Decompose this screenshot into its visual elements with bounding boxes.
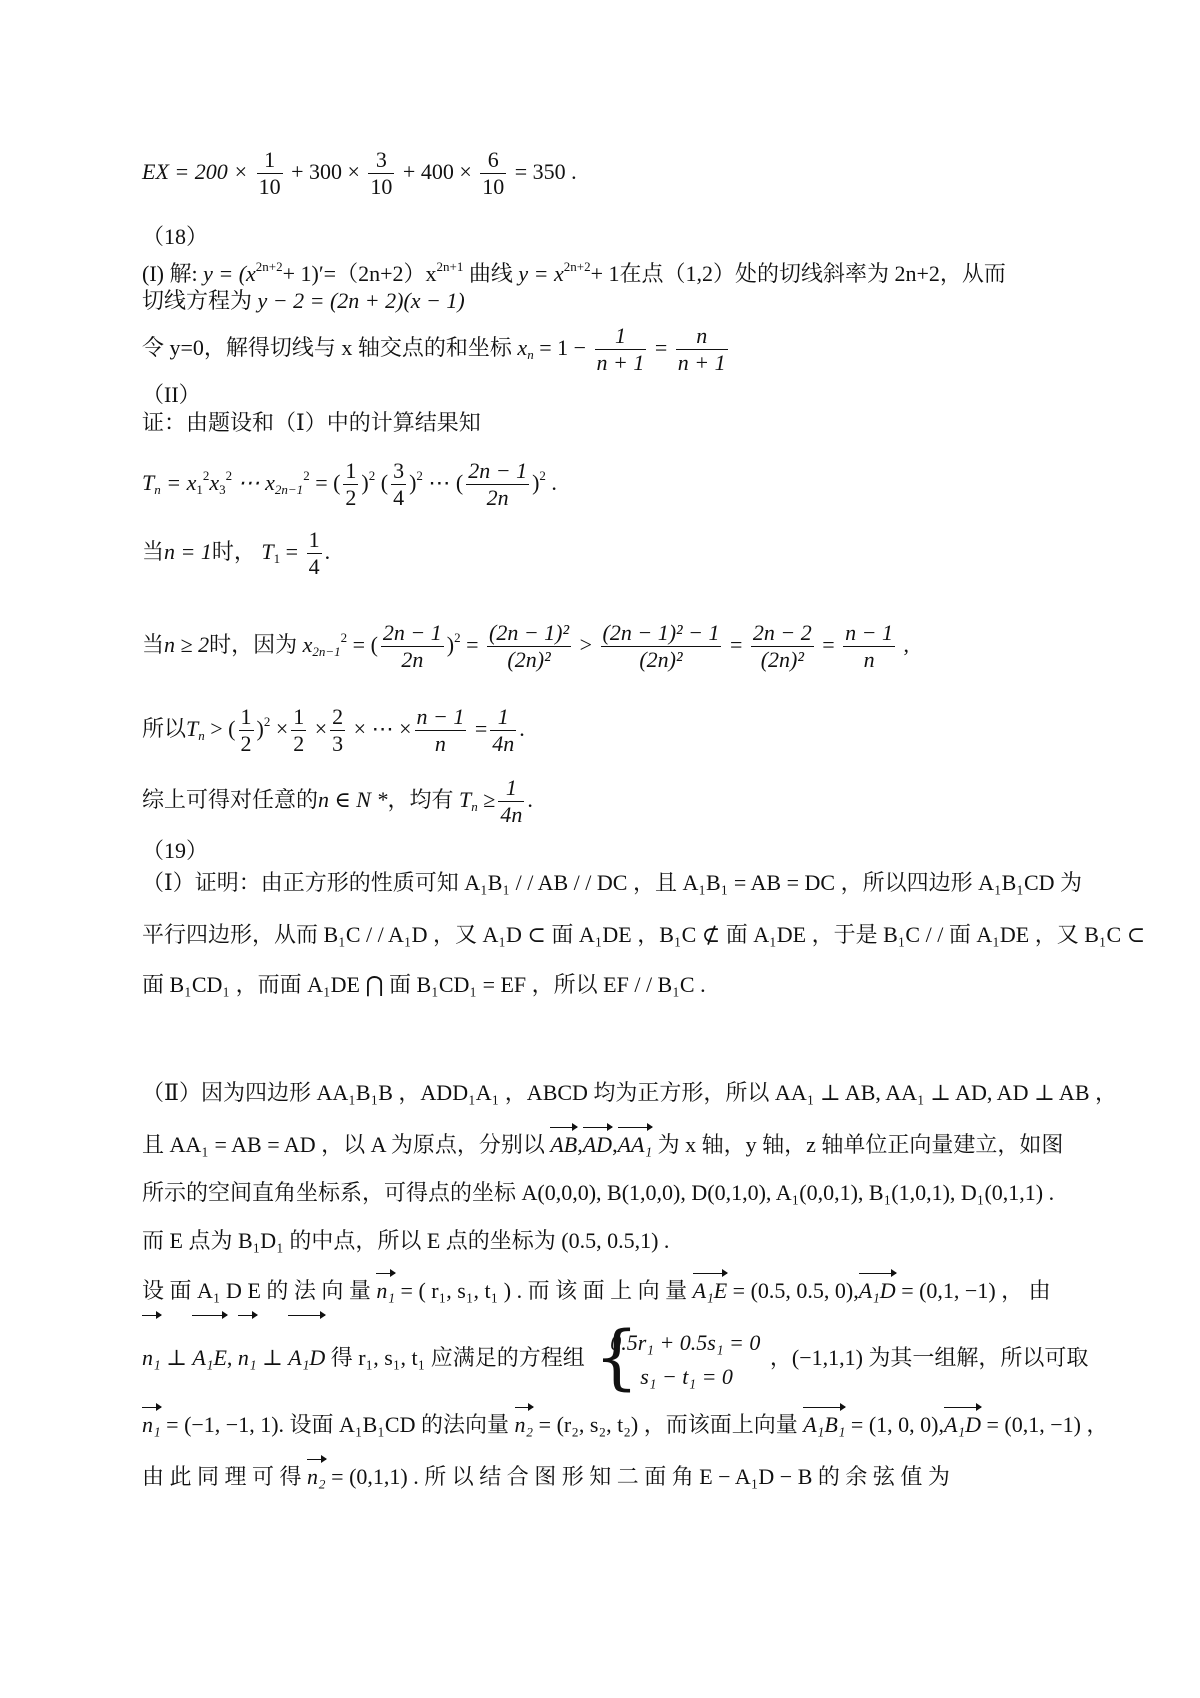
- vector-a1d: A₁D: [944, 1410, 981, 1440]
- math: ): [361, 470, 369, 495]
- numerator: 1: [490, 704, 516, 731]
- part-label: (I) 解:: [142, 261, 198, 286]
- text: ，(−1,1,1) 为其一组解，所以可取: [769, 1345, 1089, 1370]
- math: T: [459, 787, 472, 812]
- text: = (0,1, −1) ，: [986, 1412, 1109, 1437]
- denominator: (2n)²: [507, 647, 551, 673]
- denominator: 4n: [492, 731, 515, 757]
- perp: ⊥: [262, 1345, 283, 1370]
- fraction: [595, 323, 647, 376]
- equation-2: s₁ − t₁ = 0: [640, 1363, 733, 1389]
- text: 曲线: [468, 261, 513, 286]
- math: ≥: [483, 787, 496, 812]
- denominator: n: [863, 647, 875, 673]
- ex-result: = 350 .: [514, 159, 577, 184]
- text: 所以: [142, 716, 187, 741]
- text: = (0,1, −1) ， 由: [901, 1278, 1051, 1303]
- vector-ab: AB: [550, 1130, 577, 1160]
- vector-n2: n₂: [307, 1462, 326, 1492]
- therefore-line: [142, 692, 1082, 766]
- vector-a1d: A₁D: [859, 1276, 896, 1306]
- fraction: [466, 458, 529, 511]
- math: .: [527, 787, 533, 812]
- math: = x: [166, 470, 197, 495]
- math: =: [654, 335, 668, 360]
- math: T: [186, 716, 199, 741]
- math: ×: [275, 716, 289, 741]
- vector-a1e: A₁E: [192, 1318, 227, 1398]
- math: =: [822, 632, 835, 657]
- exponent: 2: [225, 468, 233, 483]
- numerator: (2n − 1)² − 1: [602, 620, 720, 646]
- text: = ( r₁, s₁, t₁ ) . 而 该 面 上 向 量: [400, 1278, 688, 1303]
- text: 综上可得对任意的: [142, 787, 319, 812]
- fraction: [239, 704, 254, 757]
- math: (: [380, 470, 389, 495]
- subscript: 1: [196, 482, 203, 497]
- math: + 1)′=（2n+2）x: [282, 261, 437, 286]
- math: = (: [352, 632, 378, 657]
- numerator: 3: [368, 147, 394, 174]
- text: 得 r₁, s₁, t₁ 应满足的方程组: [330, 1345, 585, 1370]
- fraction: [307, 527, 322, 580]
- text: = (0.5, 0.5, 0),: [732, 1278, 859, 1303]
- math: .: [551, 470, 557, 495]
- math: .: [324, 539, 331, 564]
- problem-18-line-3: [142, 318, 1082, 385]
- comma: ,: [612, 1132, 618, 1157]
- math: ): [409, 470, 417, 495]
- exponent: 2: [416, 468, 423, 483]
- numerator: 2n − 2: [752, 620, 812, 646]
- fraction: [415, 704, 467, 757]
- problem-19-part2-line-5: [142, 1276, 1082, 1306]
- fraction: [330, 704, 345, 757]
- math: x: [209, 470, 220, 495]
- ex-lhs: EX = 200 ×: [142, 159, 249, 184]
- subscript: n: [154, 482, 161, 497]
- text: 且 AA₁ = AB = AD ，以 A 为原点，分别以: [142, 1132, 545, 1157]
- vector-n1: n₁: [238, 1318, 257, 1398]
- math: T: [261, 539, 274, 564]
- tangent-equation: y − 2 = (2n + 2)(x − 1): [257, 288, 465, 313]
- exponent: 2: [303, 468, 310, 483]
- numerator: 1: [293, 704, 305, 730]
- problem-18-line-2: [142, 286, 1082, 316]
- denominator: 4n: [500, 802, 523, 828]
- subscript: n: [471, 799, 478, 814]
- comma: ,: [226, 1345, 233, 1370]
- math: ⋯ x: [237, 470, 275, 495]
- text: = (r₂, s₂, t₂) ，而该面上向量: [538, 1412, 798, 1437]
- vector-aa1: AA₁: [618, 1130, 653, 1160]
- denominator: (2n)²: [639, 647, 683, 673]
- brace: {: [594, 1315, 639, 1398]
- text: ，均有: [387, 787, 454, 812]
- math: =: [729, 632, 743, 657]
- exponent: 2n+2: [255, 259, 283, 274]
- math: ): [256, 716, 264, 741]
- fraction: [498, 775, 524, 828]
- numerator: 1: [345, 458, 357, 484]
- subscript: 2n−1: [274, 482, 304, 497]
- denominator: n + 1: [677, 350, 726, 376]
- text: 由 此 同 理 可 得: [142, 1464, 302, 1489]
- fraction: [291, 704, 306, 757]
- numerator: 1: [498, 775, 524, 802]
- numerator: n: [676, 323, 728, 350]
- denominator: 2n: [486, 485, 509, 511]
- conclusion-line: [142, 770, 1082, 837]
- subscript: 2n−1: [312, 644, 341, 659]
- vector-a1b1: A₁B₁: [803, 1410, 845, 1440]
- fraction: [343, 458, 358, 511]
- fraction: [257, 147, 283, 200]
- ex-term: + 300 ×: [291, 159, 360, 184]
- exponent: 2: [202, 468, 210, 483]
- case-n-geq-2: [142, 608, 1082, 682]
- math: n ≥ 2: [164, 632, 210, 657]
- math: = 1 −: [539, 335, 587, 360]
- fraction: [601, 620, 722, 673]
- fraction: [391, 458, 406, 511]
- math: =: [285, 539, 299, 564]
- problem-19-line-3: 面 B₁CD₁ ，而面 A₁DE ⋂ 面 B₁CD₁ = EF ，所以 EF / / B₁C .: [142, 972, 706, 997]
- numerator: 6: [480, 147, 506, 174]
- equation-1: 0.5r₁ + 0.5s₁ = 0: [610, 1329, 761, 1355]
- numerator: (2n − 1)²: [489, 620, 570, 646]
- denominator: 4: [393, 485, 405, 511]
- math: y = x: [518, 261, 564, 286]
- denominator: 3: [332, 731, 344, 757]
- heading-part-2: （II）: [142, 382, 201, 407]
- fraction: [480, 147, 506, 200]
- math: x: [517, 335, 528, 360]
- problem-19-part2-line-3: 所示的空间直角坐标系，可得点的坐标 A(0,0,0), B(1,0,0), D(0,1,0), A₁(0,0,1), B₁(1,0,1), D₁(0,1,1) .: [142, 1180, 1055, 1205]
- math: >: [579, 632, 593, 657]
- heading-19: （19）: [142, 838, 209, 863]
- text: 当: [142, 539, 165, 564]
- fraction: [843, 620, 895, 673]
- equation-system: [594, 1315, 761, 1398]
- problem-19-part2-line-6: [142, 1315, 1089, 1398]
- denominator: 2: [345, 485, 357, 511]
- exponent: 2: [263, 714, 271, 729]
- numerator: 2: [332, 704, 344, 730]
- comma: ,: [577, 1132, 583, 1157]
- math: ): [446, 632, 455, 657]
- denominator: (2n)²: [760, 647, 804, 673]
- problem-19-part2-line-7: [142, 1410, 1109, 1440]
- problem-19-part2-line-2: [142, 1130, 1082, 1160]
- text: 当: [142, 632, 165, 657]
- vector-n1: n₁: [142, 1318, 161, 1398]
- math: =: [474, 716, 488, 741]
- fraction: [487, 620, 571, 673]
- denominator: n: [434, 731, 446, 757]
- problem-19-part2-line-8: [142, 1462, 1082, 1492]
- math: + 1: [590, 261, 620, 286]
- math: n = 1: [164, 539, 212, 564]
- numerator: 2n − 1: [382, 620, 442, 646]
- text: 设 面 A₁ D E 的 法 向 量: [142, 1278, 371, 1303]
- vector-n1: n₁: [142, 1410, 161, 1440]
- denominator: 10: [258, 174, 281, 200]
- numerator: 1: [257, 147, 283, 174]
- text: = (1, 0, 0),: [850, 1412, 944, 1437]
- math: x: [302, 632, 313, 657]
- vector-a1d: A₁D: [288, 1318, 325, 1398]
- denominator: 10: [482, 174, 505, 200]
- heading-18: （18）: [142, 224, 209, 249]
- subscript: n: [527, 347, 534, 362]
- denominator: 2: [240, 731, 252, 757]
- problem-18-line-1: [142, 252, 1082, 289]
- math: = (: [315, 470, 341, 495]
- subscript: 3: [219, 482, 226, 497]
- tn-product-line: [142, 446, 1082, 520]
- fraction: [368, 147, 394, 200]
- math: =: [466, 632, 479, 657]
- problem-19-line-2: 平行四边形，从而 B₁C / / A₁D ，又 A₁D ⊂ 面 A₁DE ，B₁C ⊄ 面 A₁DE ，于是 B₁C / / 面 A₁DE ，又 B₁C ⊂: [142, 922, 1146, 947]
- exponent: 2: [539, 468, 546, 483]
- ex-term: + 400 ×: [402, 159, 472, 184]
- vector-n2: n₂: [515, 1410, 534, 1440]
- text: = (0,1,1) . 所 以 结 合 图 形 知 二 面 角 E − A₁D − B 的 余 弦 值 为: [331, 1464, 950, 1489]
- case-n-equals-1: [142, 522, 1082, 589]
- numerator: n − 1: [416, 704, 465, 730]
- fraction: [490, 704, 516, 757]
- math: .: [519, 716, 525, 741]
- proof-intro: 证：由题设和（Ⅰ）中的计算结果知: [142, 410, 481, 435]
- numerator: 1: [308, 527, 320, 553]
- denominator: 2n: [401, 647, 424, 673]
- subscript: n: [198, 728, 205, 743]
- math: T: [142, 470, 155, 495]
- denominator: 4: [308, 554, 320, 580]
- text: = (−1, −1, 1). 设面 A₁B₁CD 的法向量: [166, 1412, 509, 1437]
- math: y = (x: [203, 261, 256, 286]
- denominator: n + 1: [596, 350, 645, 376]
- vector-n1: n₁: [376, 1276, 395, 1306]
- fraction: [751, 620, 814, 673]
- exponent: 2: [454, 630, 461, 645]
- problem-19-part2-line-4: 而 E 点为 B₁D₁ 的中点，所以 E 点的坐标为 (0.5, 0.5,1) .: [142, 1228, 670, 1253]
- text: 时，因为: [209, 632, 298, 657]
- exponent: 2n+2: [563, 259, 591, 274]
- numerator: 3: [393, 458, 405, 484]
- fraction: [381, 620, 444, 673]
- numerator: 1: [595, 323, 647, 350]
- text: 时，: [211, 539, 256, 564]
- expectation-line: [142, 142, 1082, 202]
- math: ): [532, 470, 540, 495]
- math: ,: [903, 632, 910, 657]
- math: n ∈ N *: [318, 787, 388, 812]
- text: 切线方程为: [142, 288, 253, 313]
- denominator: 2: [293, 731, 305, 757]
- math: ×: [314, 716, 328, 741]
- numerator: n − 1: [845, 620, 894, 646]
- exponent: 2: [368, 468, 376, 483]
- problem-19-line-1: （Ⅰ）证明：由正方形的性质可知 A₁B₁ / / AB / / DC ，且 A₁B₁ = AB = DC ，所以四边形 A₁B₁CD 为: [142, 870, 1083, 895]
- text: 令 y=0，解得切线与 x 轴交点的和坐标: [142, 335, 512, 360]
- text: 为 x 轴，y 轴，z 轴单位正向量建立，如图: [657, 1132, 1064, 1157]
- problem-19-part2-line-1: （Ⅱ）因为四边形 AA₁B₁B ，ADD₁A₁ ，ABCD 均为正方形，所以 AA₁ ⊥ AB, AA₁ ⊥ AD, AD ⊥ AB ，: [142, 1080, 1117, 1105]
- perp: ⊥: [166, 1345, 187, 1370]
- denominator: 10: [370, 174, 393, 200]
- numerator: 2n − 1: [468, 458, 528, 484]
- fraction: [676, 323, 728, 376]
- numerator: 1: [240, 704, 252, 730]
- math: × ⋯ ×: [353, 716, 412, 741]
- subscript: 1: [273, 551, 281, 566]
- vector-ad: AD: [583, 1130, 612, 1160]
- text: 在点（1,2）处的切线斜率为 2n+2，从而: [619, 261, 1006, 286]
- math: ⋯ (: [428, 470, 464, 495]
- exponent: 2n+1: [436, 259, 464, 274]
- exponent: 2: [340, 630, 348, 645]
- vector-a1e: A₁E: [693, 1276, 728, 1306]
- math: > (: [210, 716, 236, 741]
